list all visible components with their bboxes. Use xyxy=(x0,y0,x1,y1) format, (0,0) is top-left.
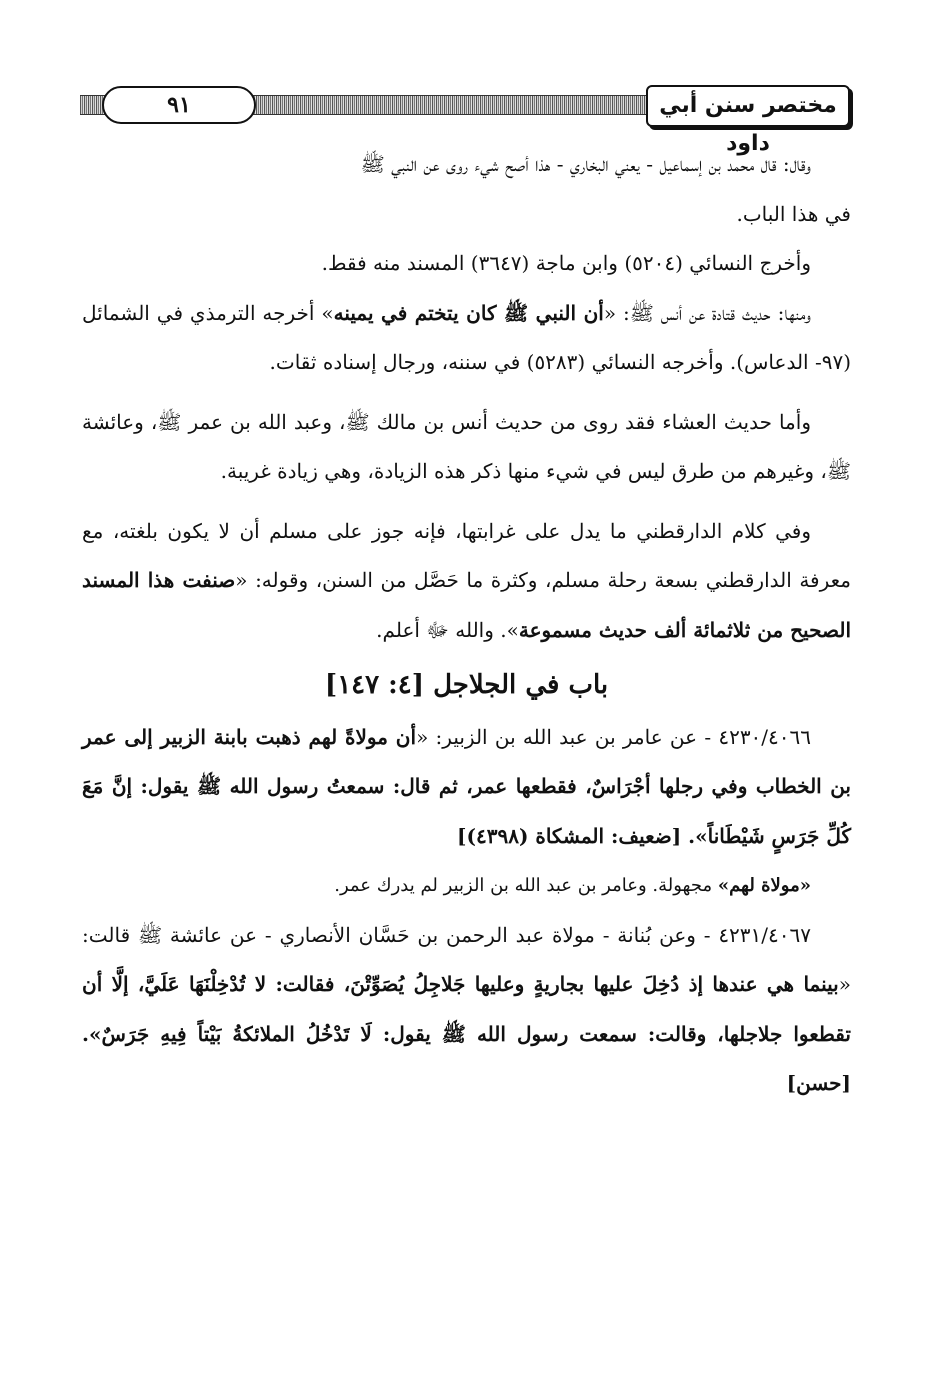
paragraph-daraqutni xyxy=(82,507,851,656)
book-title: مختصر سنن أبي داود xyxy=(646,85,850,127)
hadith-grade: ». [حسن] xyxy=(82,1021,851,1095)
paragraph-text: وفي كلام الدارقطني ما يدل على غرابتها، فإنه جوز على مسلم أن لا يكون بلغته، مع معرفة الدارقطني بسعة رحلة مسلم، وكثرة ما حَصَّل من السنن، وقوله: « xyxy=(82,518,852,592)
hadith-text: أن النبي ﷺ كان يتختم في يمينه xyxy=(333,300,604,325)
paragraph-bukhari xyxy=(82,140,851,239)
paragraph-isha: وأما حديث العشاء فقد روى من حديث أنس بن مالك ﷺ، وعبد الله بن عمر ﷺ، وعائشة ﷺ، وغيرهم من طرق ليس في شيء منها ذكر هذه الزيادة، وهي زيادة غريبة. xyxy=(82,409,851,483)
hadith-text: أن مولاةً لهم ذهبت بابنة الزبير إلى عمر بن الخطاب وفي رجلها أجْرَاسٌ، فقطعها عمر، ثم قال: سمعتُ رسول الله ﷺ يقول: إنَّ مَعَ كُلِّ جَرَسٍ شَيْطَاناً xyxy=(82,724,851,848)
hadith-4230 xyxy=(82,713,851,862)
paragraph-text: ومنها: حديث قتادة عن أنس ﷺ: « xyxy=(603,300,811,325)
note-label: «مولاة لهم» xyxy=(717,875,811,896)
chapter-title: باب في الجلاجل [٤: ١٤٧] xyxy=(324,670,609,700)
hadith-note xyxy=(82,861,851,911)
hadith-intro: ٤٢٣٠/٤٠٦٦ - عن عامر بن عبد الله بن الزبير: « xyxy=(416,724,812,749)
hadith-intro: ٤٢٣١/٤٠٦٧ - وعن بُنانة - مولاة عبد الرحمن بن حَسَّان الأنصاري - عن عائشة ﷺ قالت: « xyxy=(82,922,851,996)
paragraph-text: » أخرجه الترمذي في الشمائل (٩٧- الدعاس). وأخرجه النسائي (٥٢٨٣) في سننه، ورجال إسناده ثقات. xyxy=(82,300,851,374)
hadith-text: بينما هي عندها إذ دُخِلَ عليها بجاريةٍ وعليها جَلاجِلُ يُصَوِّتْنَ، فقالت: لا تُدْخِلْنَهَا عَلَيَّ، إلَّا أن تقطعوا جلاجلها، وقالت: سمعت رسول الله ﷺ يقول: لَا تَدْخُلُ الملائكةُ بَيْتاً فِيهِ جَرَسٌ xyxy=(82,972,851,1046)
paragraph-text: وقال: قال محمد بن إسماعيل - يعني البخاري - هذا أصح شيء روى عن النبي ﷺ xyxy=(360,152,811,176)
note-text: مجهولة. وعامر بن عبد الله بن الزبير لم يدرك عمر. xyxy=(334,875,718,896)
paragraph-text: ». والله ﷻ أعلم. xyxy=(376,617,519,642)
page-number: ٩١ xyxy=(102,86,256,124)
hadith-grade: ». [ضعيف: المشكاة (٤٣٩٨)] xyxy=(457,823,708,848)
page-header xyxy=(80,85,850,156)
paragraph-nasai: وأخرج النسائي (٥٢٠٤) وابن ماجة (٣٦٤٧) المسند منه فقط. xyxy=(321,251,811,275)
paragraph-qatada xyxy=(82,289,851,388)
quote-text: صنفت هذا المسند الصحيح من ثلاثمائة ألف حديث مسموعة xyxy=(82,568,851,642)
hadith-4231 xyxy=(82,911,851,1109)
paragraph-text: في هذا الباب. xyxy=(736,201,851,226)
page-body xyxy=(82,140,851,1109)
